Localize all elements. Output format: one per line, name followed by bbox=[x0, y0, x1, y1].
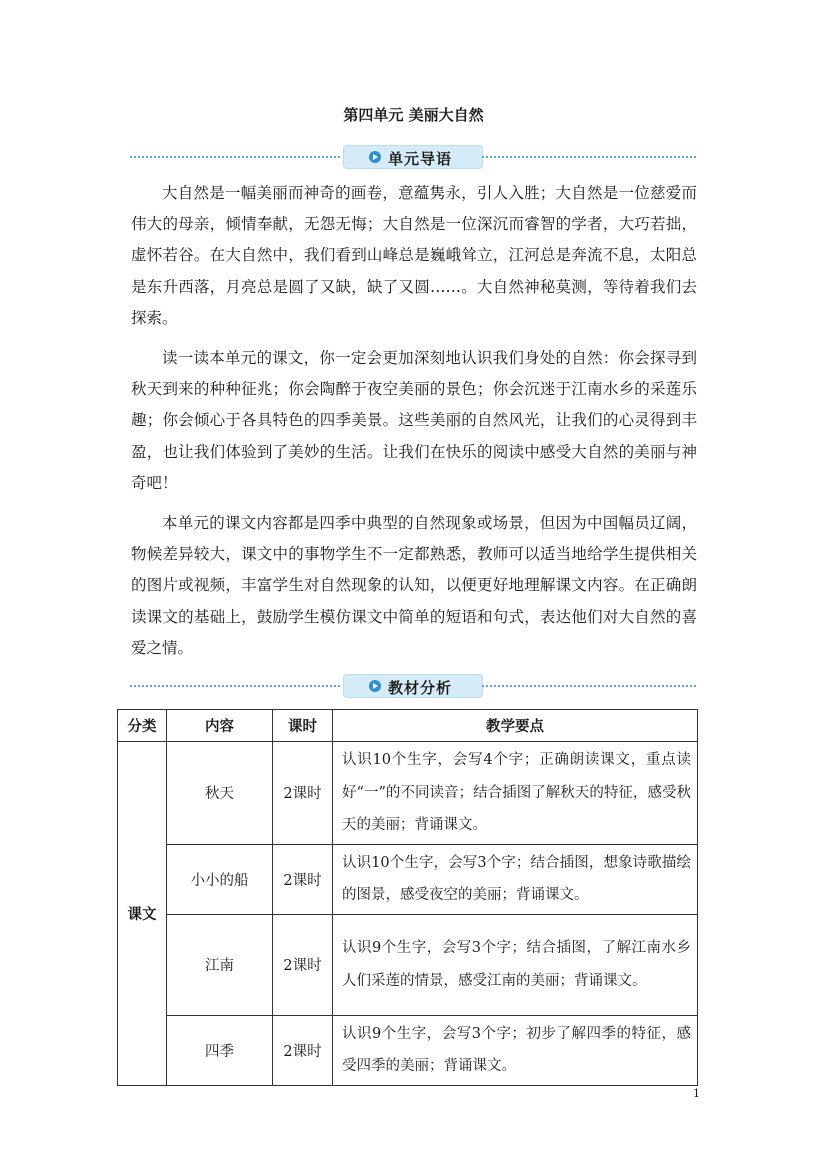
play-arrow-icon bbox=[369, 680, 381, 692]
analysis-table bbox=[117, 709, 698, 1086]
table-row bbox=[118, 1015, 698, 1085]
table-header-row bbox=[118, 710, 698, 742]
header-hours: 课时 bbox=[273, 710, 333, 742]
category-cell: 课文 bbox=[118, 742, 167, 1086]
content-cell: 小小的船 bbox=[167, 844, 273, 914]
header-teaching-points: 教学要点 bbox=[333, 710, 698, 742]
page-title: 第四单元 美丽大自然 bbox=[343, 106, 484, 124]
points-cell: 认识10个生字，会写4个字；正确朗读课文，重点读好“一”的不同读音；结合插图了解秋天的特征，感受秋天的美丽；背诵课文。 bbox=[333, 742, 698, 845]
table-row bbox=[118, 844, 698, 914]
table-row bbox=[118, 914, 698, 1015]
intro-paragraph-2: 读一读本单元的课文，你一定会更加深刻地认识我们身处的自然：你会探寻到秋天到来的种种征兆；你会陶醉于夜空美丽的景色；你会沉迷于江南水乡的采莲乐趣；你会倾心于各具特色的四季美景。这些美丽的自然风光，让我们的心灵得到丰盈，也让我们体验到了美妙的生活。让我们在快乐的阅读中感受大自然的美丽与神奇吧！ bbox=[131, 349, 697, 492]
play-arrow-icon bbox=[369, 151, 381, 163]
section-label-pill bbox=[343, 145, 483, 169]
content-cell: 四季 bbox=[167, 1015, 273, 1085]
section-label: 教材分析 bbox=[388, 679, 453, 697]
hours-cell: 2课时 bbox=[273, 914, 333, 1015]
hours-cell: 2课时 bbox=[273, 1015, 333, 1085]
intro-paragraph-3: 本单元的课文内容都是四季中典型的自然现象或场景，但因为中国幅员辽阔，物候差异较大，课文中的事物学生不一定都熟悉，教师可以适当地给学生提供相关的图片或视频，丰富学生对自然现象的认知，以便更好地理解课文内容。在正确朗读课文的基础上，鼓励学生模仿课文中简单的短语和句式，表达他们对大自然的喜爱之情。 bbox=[131, 514, 697, 657]
points-cell: 认识9个生字，会写3个字；结合插图，了解江南水乡人们采莲的情景，感受江南的美丽；背诵课文。 bbox=[333, 914, 698, 1015]
header-category: 分类 bbox=[118, 710, 167, 742]
intro-paragraph-1: 大自然是一幅美丽而神奇的画卷，意蕴隽永，引人入胜；大自然是一位慈爱而伟大的母亲，倾情奉献，无怨无悔；大自然是一位深沉而睿智的学者，大巧若拙，虚怀若谷。在大自然中，我们看到山峰总是巍峨耸立，江河总是奔流不息，太阳总是东升西落，月亮总是圆了又缺，缺了又圆……。大自然神秘莫测，等待着我们去探索。 bbox=[131, 184, 697, 327]
section-label: 单元导语 bbox=[388, 150, 453, 168]
table-row bbox=[118, 742, 698, 845]
section-label-pill bbox=[343, 674, 483, 698]
divider-right bbox=[482, 156, 696, 158]
hours-cell: 2课时 bbox=[273, 844, 333, 914]
header-content: 内容 bbox=[167, 710, 273, 742]
hours-cell: 2课时 bbox=[273, 742, 333, 845]
points-cell: 认识9个生字，会写3个字；初步了解四季的特征，感受四季的美丽；背诵课文。 bbox=[333, 1015, 698, 1085]
section-heading-analysis bbox=[130, 674, 696, 698]
divider-right bbox=[482, 685, 696, 687]
page-number: 1 bbox=[693, 1087, 700, 1100]
content-cell: 江南 bbox=[167, 914, 273, 1015]
section-heading-intro bbox=[130, 145, 696, 169]
divider-left bbox=[130, 685, 340, 687]
divider-left bbox=[130, 156, 340, 158]
content-cell: 秋天 bbox=[167, 742, 273, 845]
points-cell: 认识10个生字，会写3个字；结合插图，想象诗歌描绘的图景，感受夜空的美丽；背诵课文。 bbox=[333, 844, 698, 914]
